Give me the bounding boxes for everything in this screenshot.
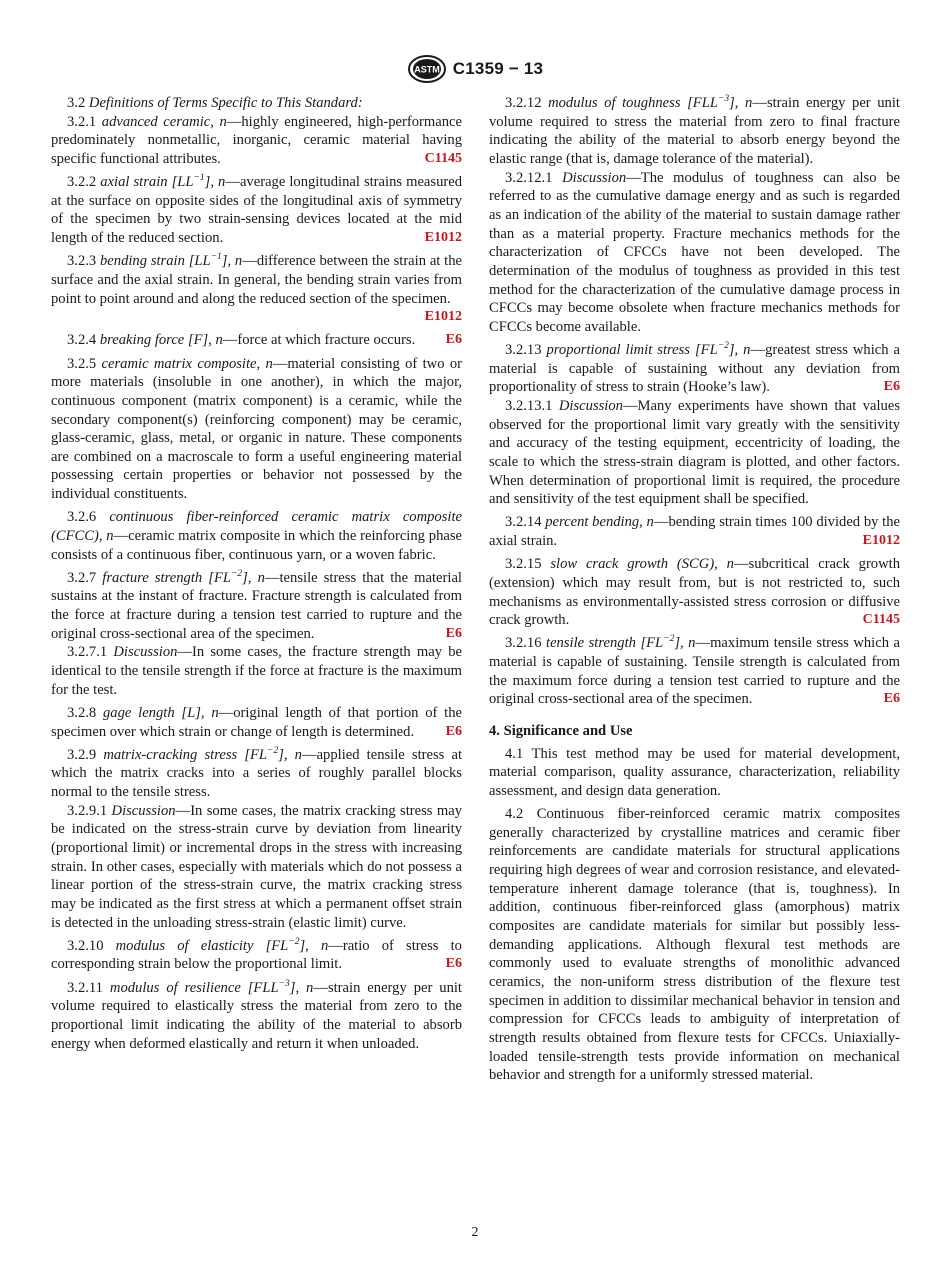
section-3-2-heading: 3.2 Definitions of Terms Specific to This Standard: [67, 95, 363, 111]
reference-link[interactable]: E6 [883, 691, 900, 707]
definition-3-2-3: 3.2.3 bending strain $[LL^{-1}]$, n—difference between the strain at the surface and the axial strain. In general, the bending strain varies from point to point around and along the reduced section of the specimen. E1012 [51, 252, 462, 327]
definition-3-2-4: 3.2.4 breaking force [F], n—force at which fracture occurs. E6 [67, 332, 462, 349]
definition-3-2-10: 3.2.10 modulus of elasticity $[FL^{-2}]$, n—ratio of stress to corresponding strain below the proportional limit. E6 [51, 936, 462, 973]
section-4-heading: 4. Significance and Use [489, 723, 633, 739]
page-number: 2 [471, 1225, 479, 1240]
discussion-3-2-13-1: 3.2.13.1 Discussion—Many experiments have shown that values observed for the proportional limit vary greatly with the sensitivity and accuracy of the testing equipment, eccentricity of loading, the scale to which the stress-strain diagram is plotted, and other factors. When determination of proportional limit is required, the procedure and sensitivity of the test equipment shall be specified. [489, 398, 900, 508]
definition-3-2-9: 3.2.9 matrix-cracking stress $[FL^{-2}]$, n—applied tensile stress at which the matrix cracks into a series of roughly parallel blocks normal to the tensile stress. [51, 745, 462, 800]
definition-3-2-14: 3.2.14 percent bending, n—bending strain times 100 divided by the axial strain. E1012 [489, 514, 900, 550]
reference-link[interactable]: E6 [883, 379, 900, 395]
document-id: C1359 − 13 [452, 59, 544, 78]
reference-link[interactable]: E6 [445, 723, 462, 739]
definition-3-2-13: 3.2.13 proportional limit stress $[FL^{-2}]$, n—greatest stress which a material is capable of sustaining without any deviation from proportionality of stress to strain (Hooke’s law). E6 [489, 341, 900, 396]
definition-3-2-15: 3.2.15 slow crack growth (SCG), n—subcritical crack growth (extension) which may result from, but is not restricted to, such mechanisms as environmentally-assisted stress corrosion or diffusive crack growth. C1145 [489, 556, 900, 629]
reference-link[interactable]: E1012 [424, 230, 462, 246]
reference-link[interactable]: E1012 [862, 533, 900, 549]
page-header [0, 54, 950, 89]
reference-link[interactable]: E6 [445, 956, 462, 972]
astm-logo-icon [407, 54, 447, 84]
right-column [489, 94, 900, 1089]
left-column [51, 94, 462, 1058]
definition-3-2-12: 3.2.12 modulus of toughness $[FLL^{-3}]$, n—strain energy per unit volume required to stress the material from zero to final fracture indicating the ability of the material to absorb energy beyond the elastic range (that is, damage tolerance of the material). [489, 94, 900, 167]
definition-3-2-2: 3.2.2 axial strain $[LL^{-1}]$, n—average longitudinal strains measured at the surface on opposite sides of the longitudinal axis of symmetry of the specimen by two strain-sensing devices located at the mid length of the reduced section. E1012 [51, 173, 463, 247]
definition-3-2-1: 3.2.1 advanced ceramic, n—highly engineered, high-performance predominately nonmetallic, inorganic, ceramic material having specific functional attributes. C1145 [51, 113, 462, 167]
reference-link[interactable]: E6 [445, 625, 462, 641]
definition-3-2-7: 3.2.7 fracture strength $[FL^{-2}]$, n—tensile stress that the material sustains at the instant of fracture. Fracture strength is calculated from the force at fracture during a tension test carried to rupture and the original cross-sectional area of the specimen. E6 [51, 568, 462, 642]
definition-3-2-11: 3.2.11 modulus of resilience $[FLL^{-3}]$, n—strain energy per unit volume required to elastically stress the material from zero to the proportional limit indicating the ability of the material to absorb energy when deformed elastically and return it when unloaded. [51, 978, 462, 1052]
discussion-3-2-9-1: 3.2.9.1 Discussion—In some cases, the matrix cracking stress may be indicated on the stress-strain curve by deviation from linearity (proportional limit) or incremental drops in the stress with increasing strain. In other cases, especially with materials which do not possess a linear portion of the stress-strain curve, the matrix cracking stress may be indicated as the first stress at which a permanent offset strain is detected in the unloading stress-strain (elastic limit) curve. [51, 802, 462, 931]
reference-link[interactable]: C1145 [862, 612, 900, 628]
definition-3-2-6: 3.2.6 continuous fiber-reinforced ceramic matrix composite (CFCC), n—ceramic matrix composite in which the reinforcing phase consists of a continuous fiber, continuous yarn, or a woven fabric. [51, 509, 462, 563]
discussion-3-2-7-1: 3.2.7.1 Discussion—In some cases, the fracture strength may be identical to the tensile strength if the force at fracture is the maximum for the test. [51, 644, 462, 698]
reference-link[interactable]: C1145 [424, 150, 462, 166]
svg-text:ASTM: ASTM [414, 64, 440, 75]
definition-3-2-16: 3.2.16 tensile strength $[FL^{-2}]$, n—maximum tensile stress which a material is capable of sustaining. Tensile strength is calculated from the maximum force during a tension test carried to rupture and the original cross-sectional area of the specimen. E6 [489, 634, 900, 708]
paragraph-4-1: 4.1 This test method may be used for material development, material comparison, quality assurance, characterization, reliability assessment, and design data generation. [489, 745, 900, 799]
paragraph-4-2: 4.2 Continuous fiber-reinforced ceramic matrix composites generally characterized by crystalline matrices and ceramic fiber reinforcements are candidate materials for structural applications requiring high degrees of wear and corrosion resistance, and elevated-temperature inherent damage tolerance (that is, toughness). In addition, continuous fiber-reinforced glass (amorphous) matrix composites are candidate materials for similar but possibly less-demanding applications. Although flexural test methods are commonly used to evaluate strengths of monolithic advanced ceramics, the non-uniform stress distribution of the flexure test specimen in addition to dissimilar mechanical behavior in tension and compression for CFCCs leads to ambiguity of interpretation of strength results obtained from flexure tests for CFCCs. Uniaxially-loaded tensile-strength tests provide information on mechanical behavior and strength for a uniformly stressed material. [489, 806, 901, 1084]
discussion-3-2-12-1: 3.2.12.1 Discussion—The modulus of toughness can also be referred to as the cumulative damage energy and as such is regarded as an indication of the ability of the material to sustain damage rather than as a material property. Fracture mechanics methods for the characterization of CFCCs have not been developed. The determination of the modulus of toughness as provided in this test method for the characterization of the cumulative damage process in CFCCs may become obsolete when fracture mechanics methods for CFCCs become available. [489, 169, 900, 335]
definition-3-2-8: 3.2.8 gage length [L], n—original length of that portion of the specimen over which strain or change of length is determined. E6 [51, 704, 462, 740]
definition-3-2-5: 3.2.5 ceramic matrix composite, n—material consisting of two or more materials (insoluble in one another), in which the major, continuous component (matrix component) is a ceramic, while the secondary component(s) (reinforcing component) may be ceramic, glass-ceramic, glass, metal, or organic in nature. These components are combined on a macroscale to form a useful engineering material possessing certain properties or behavior not possessed by the individual constituents. [51, 355, 462, 503]
reference-link[interactable]: E6 [445, 332, 462, 348]
reference-link[interactable]: E1012 [424, 309, 462, 325]
